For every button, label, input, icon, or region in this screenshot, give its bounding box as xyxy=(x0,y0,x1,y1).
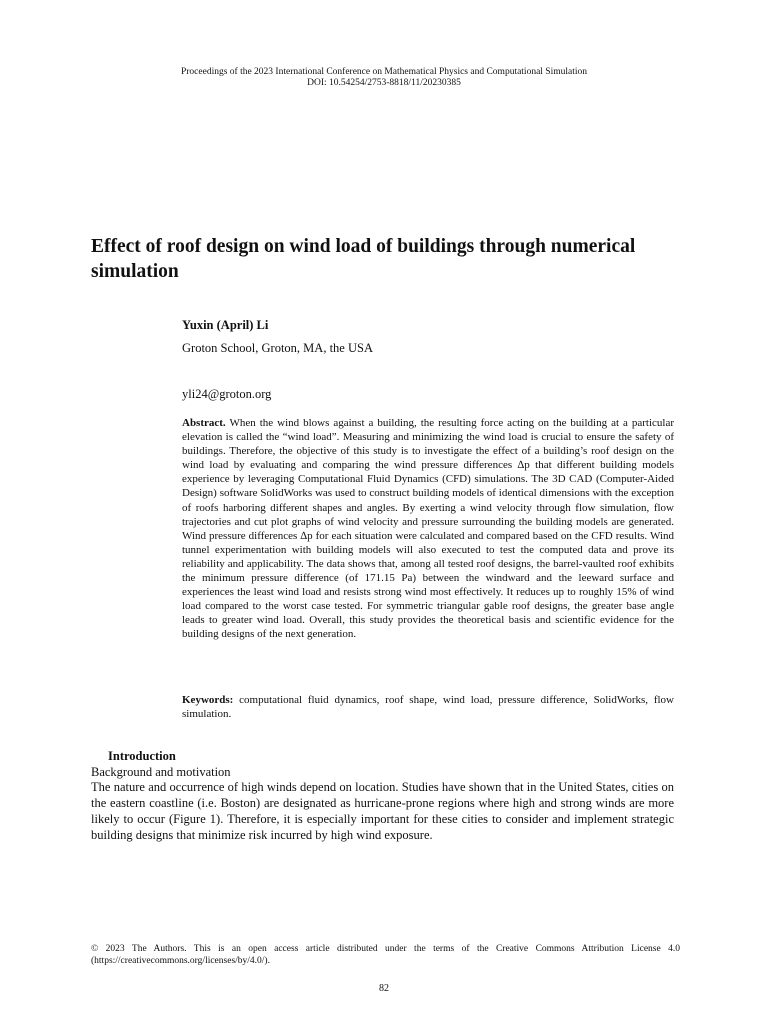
proceedings-title: Proceedings of the 2023 International Conference on Mathematical Physics and Computational Simulation xyxy=(180,67,588,77)
keywords-label: Keywords: xyxy=(182,694,234,706)
proceedings-header xyxy=(0,67,768,89)
license-footnote: © 2023 The Authors. This is an open access article distributed under the terms of the Creative Commons Attribution License 4.0 (https://creativecommons.org/licenses/by/4.0/). xyxy=(91,944,680,966)
keywords xyxy=(182,693,674,721)
author-name: Yuxin (April) Li xyxy=(182,318,269,332)
abstract xyxy=(182,416,674,642)
abstract-label: Abstract. xyxy=(182,417,226,429)
abstract-text: When the wind blows against a building, the resulting force acting on the building at a particular elevation is called the “wind load”. Measuring and minimizing the wind load is crucial to ensure the safety of buildings. Therefore, the objective of this study is to investigate the effect of a building’s roof design on the wind load by evaluating and comparing the wind pressure differences ∆p that different building models experience by leveraging Computational Fluid Dynamics (CFD) simulations. The 3D CAD (Computer-Aided Design) software SolidWorks was used to construct building models of identical dimensions with the exception of roofs harboring different shapes and angles. By exerting a wind velocity through flow simulation, flow trajectories and cut plot graphs of wind velocity and pressure surrounding the building models are generated. Wind pressure differences ∆p for each situation were calculated and compared based on the CFD results. Wind tunnel experimentation with building models will also executed to test the computed data and prove its reliability and applicability. The data shows that, among all tested roof designs, the barrel-vaulted roof exhibits the minimum pressure difference (of 171.15 Pa) between the windward and the leeward surface and experiences the least wind load and resists strong wind most effectively. It reduces up to roughly 15% of wind load compared to the worst case tested. For symmetric triangular gable roof designs, the greater base angle leads to greater wind load. Overall, this study provides the theoretical basis and scientific evidence for the building designs of the next generation. xyxy=(182,417,674,641)
keywords-text: computational fluid dynamics, roof shape, wind load, pressure difference, SolidWorks, flow simulation. xyxy=(182,694,674,721)
subsection-heading: Background and motivation xyxy=(91,765,231,779)
introduction-paragraph: The nature and occurrence of high winds depend on location. Studies have shown that in the United States, cities on the eastern coastline (i.e. Boston) are designated as hurricane-prone regions where high and strong winds are more likely to occur (Figure 1). Therefore, it is especially important for these cities to consider and implement strategic building designs that minimize risk incurred by high wind exposure. xyxy=(91,780,674,842)
section-heading-introduction: Introduction xyxy=(108,749,176,763)
author-affiliation: Groton School, Groton, MA, the USA xyxy=(182,341,373,355)
author-email: yli24@groton.org xyxy=(182,387,272,401)
page-number: 82 xyxy=(379,983,389,994)
paper-title: Effect of roof design on wind load of buildings through numerical simulation xyxy=(91,236,636,282)
doi: DOI: 10.54254/2753-8818/11/20230385 xyxy=(307,78,461,88)
